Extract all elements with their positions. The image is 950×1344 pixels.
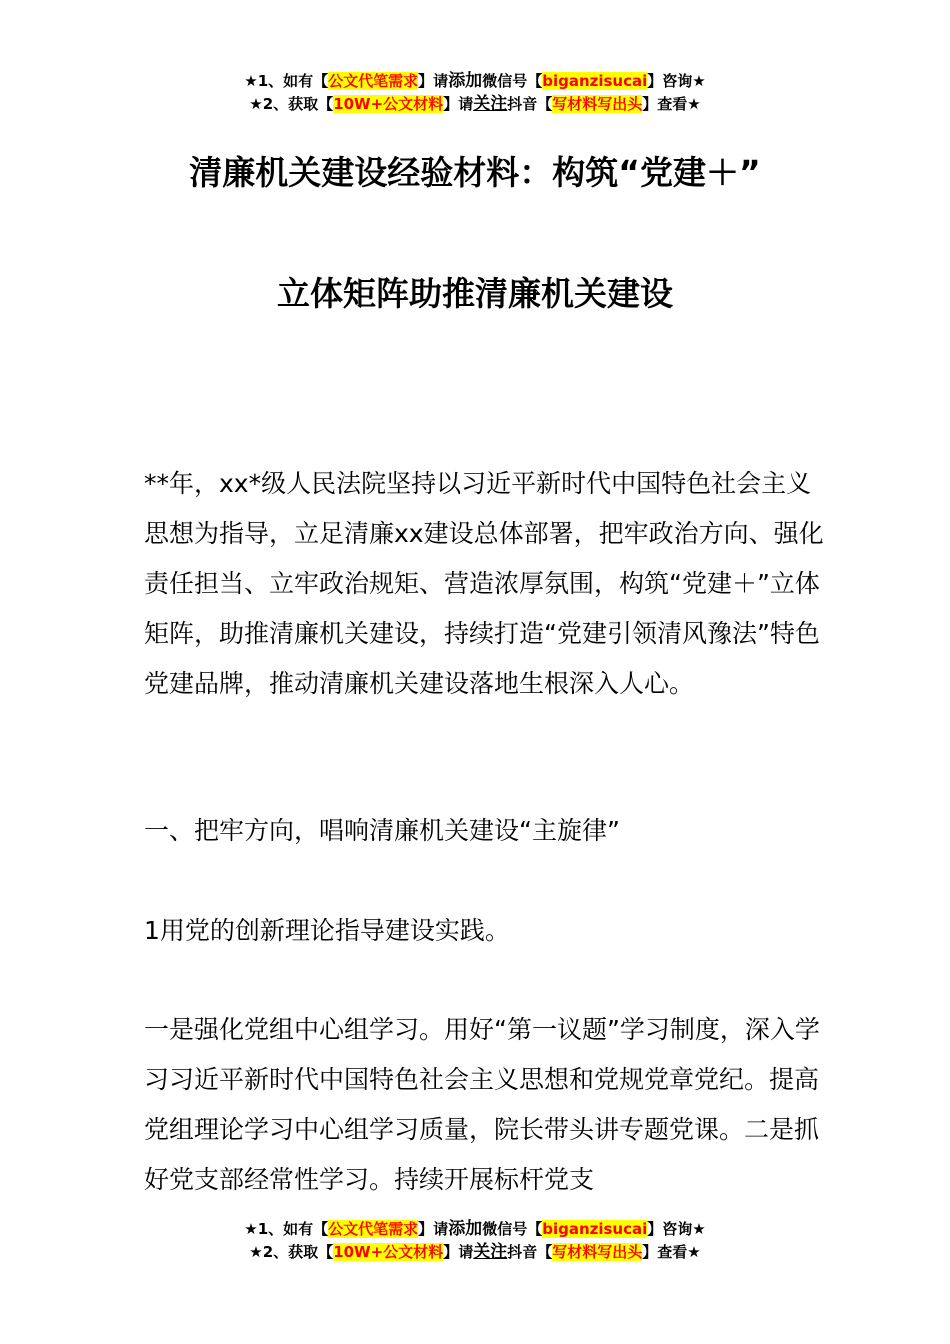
star-icon: ★ [249,1243,263,1261]
promo-highlight-wechat-id: biganzisucai [542,72,648,90]
promo-line-2: ★2、获取【10W+公文材料】请关注抖音【写材料写出头】查看★ [249,94,701,114]
promo-line-1: ★1、如有【公文代笔需求】请添加微信号【biganzisucai】咨询★ [244,1219,706,1239]
promo-line-1: ★1、如有【公文代笔需求】请添加微信号【biganzisucai】咨询★ [244,71,706,91]
promo-highlight-douyin: 写材料写出头 [552,1243,643,1261]
intro-paragraph: **年，xx*级人民法院坚持以习近平新时代中国特色社会主义思想为指导，立足清廉xx建设总体部署，把牢政治方向、强化责任担当、立牢政治规矩、营造浓厚氛围，构筑“党建＋”立体矩阵，助推清廉机关建设，持续打造“党建引领清风豫法”特色党建品牌，推动清廉机关建设落地生根深入人心。 [144,469,824,698]
promo-highlight-materials: 10W+公文材料 [333,1243,444,1261]
promo-highlight-service: 公文代笔需求 [328,1220,419,1238]
promo-highlight-douyin: 写材料写出头 [552,95,643,113]
promo-line-2: ★2、获取【10W+公文材料】请关注抖音【写材料写出头】查看★ [249,1242,701,1262]
body-paragraph: 一是强化党组中心组学习。用好“第一议题”学习制度，深入学习习近平新时代中国特色社会主义思想和党规党章党纪。提高党组理论学习中心组学习质量，院长带头讲专题党课。二是抓好党支部经常性学习。持续开展标杆党支 [144,1015,820,1194]
promo-highlight-wechat-id: biganzisucai [542,1220,648,1238]
star-icon: ★ [244,72,258,90]
star-icon: ★ [244,1220,258,1238]
subsection-heading-1-1: 1用党的创新理论指导建设实践。 [144,916,510,945]
promo-header [0,70,950,116]
document-title-line-1: 清廉机关建设经验材料：构筑“党建＋” [189,153,761,192]
document-title-line-2: 立体矩阵助推清廉机关建设 [277,274,673,313]
promo-footer [0,1218,950,1264]
promo-highlight-service: 公文代笔需求 [328,72,419,90]
star-icon: ★ [249,95,263,113]
promo-highlight-materials: 10W+公文材料 [333,95,444,113]
section-heading-1: 一、把牢方向，唱响清廉机关建设“主旋律” [144,816,620,845]
